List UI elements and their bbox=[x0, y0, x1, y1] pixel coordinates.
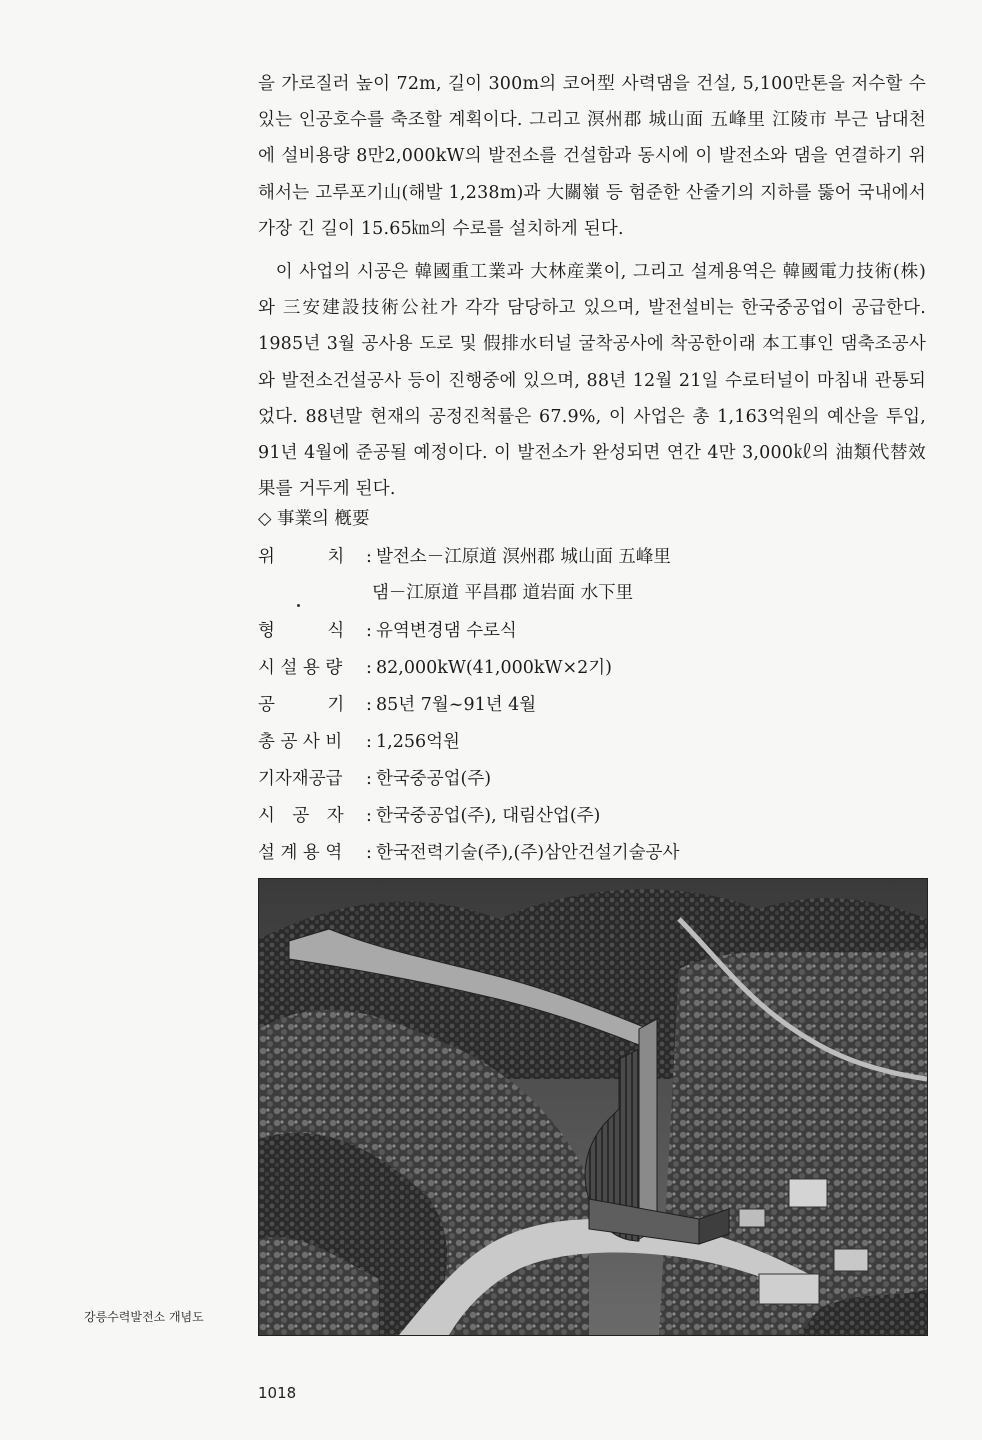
spec-label: 시 설 용 량 bbox=[258, 658, 343, 678]
spec-location-dam: 댐－江原道 平昌郡 道岩面 水下里 bbox=[372, 583, 634, 603]
spec-label: 총 공 사 비 bbox=[258, 732, 343, 752]
spec-separator: : bbox=[366, 621, 372, 641]
body-paragraph-2-text: 이 사업의 시공은 韓國重工業과 大林産業이, 그리고 설계용역은 韓國電力技術(株)와 三安建設技術公社가 각각 담당하고 있으며, 발전설비는 한국중공업이 공급한다. 1985년 3월 공사용 도로 및 假排水터널 굴착공사에 착공한이래 本工事인 댐축조공사와 발전소건설공사 등이 진행중에 있으며, 88년 12월 21일 수로터널이 마침내 관통되었다. 88년말 현재의 공정진척률은 67.9%, 이 사업은 총 1,163억원의 예산을 투입, 91년 4월에 준공될 예정이다. 이 발전소가 완성되면 연간 4만 3,000㎘의 油類代替效果를 거두게 된다. bbox=[258, 262, 926, 500]
spec-value: 85년 7월~91년 4월 bbox=[376, 695, 537, 715]
spec-separator: : bbox=[366, 695, 372, 715]
spec-row-capacity bbox=[258, 654, 612, 679]
hydro-plant-figure bbox=[258, 878, 928, 1336]
spec-value: 발전소－江原道 溟州郡 城山面 五峰里 bbox=[376, 547, 671, 567]
body-paragraph-1: 을 가로질러 높이 72m, 길이 300m의 코어型 사력댐을 건설, 5,100만톤을 저수할 수 있는 인공호수를 축조할 계획이다. 그리고 溟州郡 城山面 五峰里 江陵市 부근 남대천에 설비용량 8만2,000kW의 발전소를 건설함과 동시에 이 발전소와 댐을 연결하기 위해서는 고루포기山(해발 1,238m)과 大關嶺 등 험준한 산줄기의 지하를 뚫어 국내에서 가장 긴 길이 15.65㎞의 수로를 설치하게 된다. bbox=[258, 74, 926, 239]
spec-row-cost bbox=[258, 728, 460, 753]
spec-separator: : bbox=[366, 658, 372, 678]
spec-row-type bbox=[258, 617, 517, 642]
spec-separator: : bbox=[366, 547, 372, 567]
figure-caption: 강릉수력발전소 개념도 bbox=[84, 1310, 204, 1324]
spec-separator: : bbox=[366, 843, 372, 863]
spec-label: 위 치 bbox=[258, 547, 345, 567]
page-number: 1018 bbox=[258, 1384, 297, 1402]
spec-separator: : bbox=[366, 806, 372, 826]
spec-label: 기자재공급 bbox=[258, 769, 343, 789]
spec-label: 설 계 용 역 bbox=[258, 843, 343, 863]
spec-row-location bbox=[258, 543, 671, 568]
spec-value: 유역변경댐 수로식 bbox=[376, 621, 517, 641]
spec-value: 한국전력기술(주),(주)삼안건설기술공사 bbox=[376, 843, 680, 863]
spec-label: 시 공 자 bbox=[258, 806, 344, 826]
spec-separator: : bbox=[366, 732, 372, 752]
spec-value: 한국중공업(주) bbox=[376, 769, 492, 789]
spec-row-period bbox=[258, 691, 536, 716]
spec-row-contractor bbox=[258, 802, 600, 827]
overview-heading: ◇ 事業의 槪要 bbox=[258, 509, 370, 529]
hydro-plant-illustration-icon bbox=[259, 879, 927, 1335]
spec-row-design bbox=[258, 839, 679, 864]
spec-value: 한국중공업(주), 대림산업(주) bbox=[376, 806, 601, 826]
spec-label: 형 식 bbox=[258, 621, 345, 641]
body-paragraph-2 bbox=[258, 254, 926, 507]
spec-label: 공 기 bbox=[258, 695, 345, 715]
spec-value: 82,000kW(41,000kW×2기) bbox=[376, 658, 613, 678]
spec-separator: : bbox=[366, 769, 372, 789]
spec-row-supplier bbox=[258, 765, 491, 790]
spec-value: 1,256억원 bbox=[376, 732, 460, 752]
stray-dot bbox=[297, 604, 300, 607]
